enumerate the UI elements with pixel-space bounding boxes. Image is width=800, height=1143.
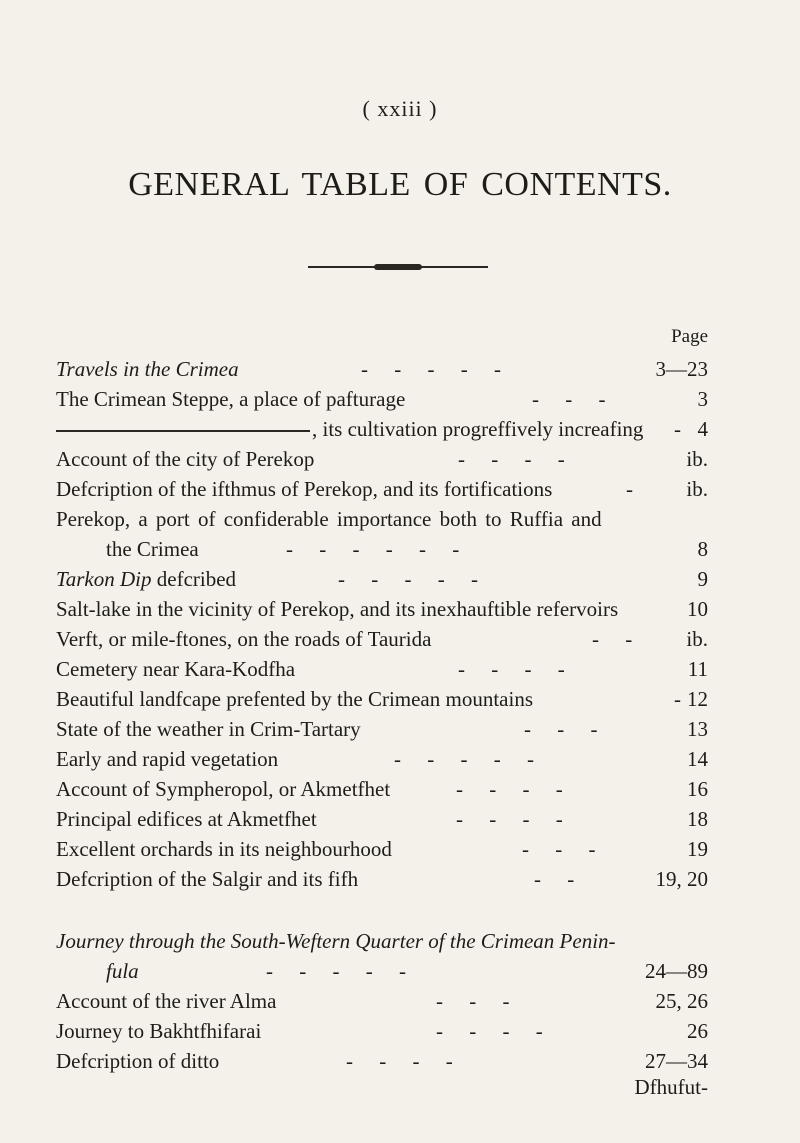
toc-entry-title: Defcription of the ifthmus of Perekop, and its fortifications [56,477,553,501]
toc-entry-page: 3 [697,387,708,411]
toc-entry-page: 13 [687,717,708,741]
toc-entry [56,594,708,624]
toc-entry-title: Excellent orchards in its neighbourhood [56,837,392,861]
toc-entry-page: 18 [687,807,708,831]
toc-entry-page: ib. [686,447,708,471]
ditto-rule [56,430,310,432]
toc-entry [56,986,708,1016]
toc-entry-title: The Crimean Steppe, a place of pafturage [56,387,406,411]
toc-entry [56,864,708,894]
toc-entry-title: , its cultivation progreffively increafing [312,417,644,441]
toc-entry-leaders: - - - - [458,657,565,681]
toc-entry [56,684,708,714]
toc-entry-page: 19, 20 [655,867,708,891]
toc-entry-leaders: - - - - - [338,567,478,591]
toc-entry-page: 24—89 [645,959,708,983]
toc-entry-leaders: - - - [524,717,598,741]
toc-entry-leaders: - - - - [456,807,563,831]
toc-entry-page: 27—34 [645,1049,708,1073]
toc-entry-page: 10 [687,597,708,621]
toc-entry [56,624,708,654]
toc-entry-leaders: - [674,417,681,441]
toc-entry-page: ib. [686,477,708,501]
toc-entry-title-wrapper [56,414,643,444]
toc-entry-leaders: - - - - - [361,357,501,381]
toc-entry [56,564,708,594]
toc-entry-title: Account of Sympheropol, or Akmetfhet [56,777,391,801]
toc-entry-title-rest: defcribed [151,567,237,591]
toc-entry-leaders: - - - [522,837,596,861]
toc-entry [56,926,708,956]
toc-entry-page: 4 [697,417,708,441]
toc-entry-title: Salt-lake in the vicinity of Perekop, and its inexhauftible refervoirs [56,597,619,621]
toc-entry-title: Travels in the Crimea [56,357,239,381]
toc-entry-page: 12 [687,687,708,711]
toc-entry-leaders: - - - - [436,1019,543,1043]
toc-entry-page: 25, 26 [655,989,708,1013]
toc-entry-leaders: - [626,477,633,501]
toc-entry [56,414,708,444]
toc-entry-page: 9 [697,567,708,591]
page-number-header: ( xxiii ) [362,96,438,121]
toc-entry-title: Early and rapid vegetation [56,747,279,771]
toc-entry-leaders: - - - - - - [286,537,460,561]
toc-entry [56,534,708,564]
toc-entry [56,384,708,414]
toc-entry-title: Account of the city of Perekop [56,447,315,471]
toc-entry-leaders: - - - - - [266,959,406,983]
toc-entry-title: the Crimea [106,537,199,561]
toc-entry [56,956,708,986]
toc-entry [56,504,708,534]
toc-entry-title: Verft, or mile-ftones, on the roads of Taurida [56,627,432,651]
toc-entry [56,354,708,384]
toc-entry-title: Defcription of ditto [56,1049,220,1073]
catchword: Dfhufut- [634,1075,708,1099]
toc-entry-leaders: - [674,687,681,711]
page-title: GENERAL TABLE OF CONTENTS. [128,166,672,203]
toc-entry-page: 11 [687,657,708,681]
toc-entry [56,714,708,744]
toc-entry-title: State of the weather in Crim-Tartary [56,717,361,741]
toc-entry-title: Journey to Bakhtfhifarai [56,1019,262,1043]
toc-entry [56,654,708,684]
toc-entry [56,1016,708,1046]
toc-entry [56,444,708,474]
toc-entry [56,744,708,774]
toc-entry-page: 16 [687,777,708,801]
toc-entry-leaders: - - - - - [394,747,534,771]
toc-entry-leaders: - - - - [456,777,563,801]
toc-entry-page: 8 [697,537,708,561]
toc-entry-title: Principal edifices at Akmetfhet [56,807,317,831]
toc-entry-title-wrapper [56,564,236,594]
toc-entry-title: Journey through the South-Weftern Quarter of the Crimean Penin- [56,929,616,953]
toc-entry [56,774,708,804]
toc-entry [56,834,708,864]
toc-entry-page: 26 [687,1019,708,1043]
toc-entry-page: 19 [687,837,708,861]
toc-entry-title: Beautiful landfcape prefented by the Crimean mountains [56,687,534,711]
toc-entry-title: fula [106,959,139,983]
toc-entry-page: 14 [687,747,708,771]
toc-entry-title: Cemetery near Kara-Kodfha [56,657,296,681]
toc-entry-title: Tarkon Dip [56,567,152,591]
toc-entry [56,474,708,504]
toc-entry-leaders: - - - - [458,447,565,471]
toc-entry-title: Defcription of the Salgir and its fifh [56,867,359,891]
toc-entry-leaders: - - - [532,387,606,411]
toc-entry-page: ib. [686,627,708,651]
catchword-line [56,1072,708,1102]
toc-entry-leaders: - - [592,627,633,651]
page-column-label: Page [671,326,708,347]
toc-entry-leaders: - - - [436,989,510,1013]
toc-entry-leaders: - - [534,867,575,891]
toc-entry-title: Account of the river Alma [56,989,277,1013]
toc-entry-leaders: - - - - [346,1049,453,1073]
toc-entry-page: 3—23 [655,357,708,381]
toc-entry-title: Perekop, a port of confiderable importance both to Ruffia and [56,507,602,531]
toc-entry [56,804,708,834]
